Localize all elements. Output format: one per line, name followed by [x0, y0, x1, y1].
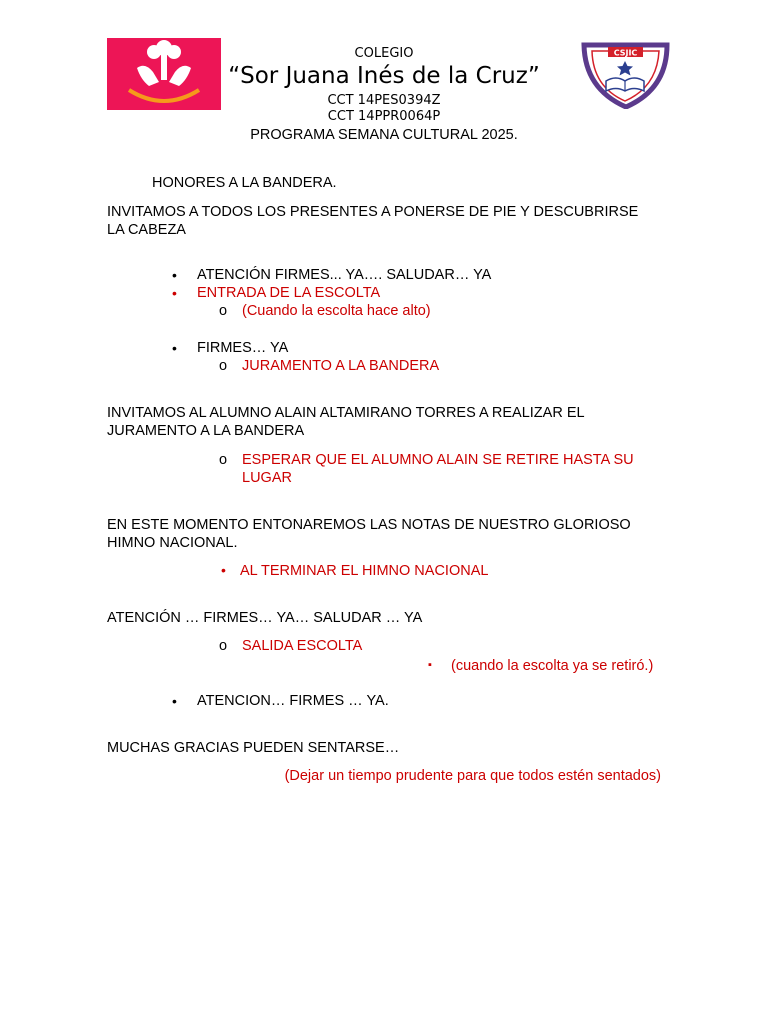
list-subitem: JURAMENTO A LA BANDERA — [242, 358, 440, 374]
list-item: ENTRADA DE LA ESCOLTA — [197, 285, 381, 301]
dejar-tiempo-note: (Dejar un tiempo prudente para que todos estén sentados) — [284, 768, 661, 784]
bullet-disc-icon: • — [172, 693, 177, 709]
himno-line-1: EN ESTE MOMENTO ENTONAREMOS LAS NOTAS DE NUESTRO GLORIOSO — [107, 517, 631, 533]
juramento-line-2: JURAMENTO A LA BANDERA — [107, 423, 305, 439]
program-title: PROGRAMA SEMANA CULTURAL 2025. — [250, 127, 518, 143]
cct-code-1: CCT 14PES0394Z — [327, 93, 441, 108]
honores-heading: HONORES A LA BANDERA. — [152, 175, 337, 191]
atencion-saludar-line: ATENCIÓN … FIRMES… YA… SALUDAR … YA — [107, 610, 423, 626]
school-seal — [578, 39, 673, 109]
bullet-circle-icon: o — [219, 452, 228, 468]
salida-escolta-note: (cuando la escolta ya se retiró.) — [451, 658, 654, 674]
bullet-circle-icon: o — [219, 638, 228, 654]
bullet-disc-icon: • — [172, 267, 177, 283]
colegio-label: COLEGIO — [354, 46, 414, 61]
invitamos-line-2: LA CABEZA — [107, 222, 186, 238]
juramento-line-1: INVITAMOS AL ALUMNO ALAIN ALTAMIRANO TORRES A REALIZAR EL — [107, 405, 585, 421]
gracias-line: MUCHAS GRACIAS PUEDEN SENTARSE… — [107, 740, 400, 756]
bullet-disc-icon: • — [172, 285, 177, 301]
himno-line-2: HIMNO NACIONAL. — [107, 535, 238, 551]
cct-code-2: CCT 14PPR0064P — [327, 109, 441, 124]
svg-text:CSJIC: CSJIC — [613, 48, 638, 58]
school-name: “Sor Juana Inés de la Cruz” — [228, 63, 540, 89]
salida-escolta-item: SALIDA ESCOLTA — [242, 638, 363, 654]
esperar-line-2: LUGAR — [242, 470, 292, 486]
list-subitem: (Cuando la escolta hace alto) — [242, 303, 431, 319]
esperar-line-1: ESPERAR QUE EL ALUMNO ALAIN SE RETIRE HASTA SU — [242, 452, 634, 468]
bullet-square-icon: ▪ — [428, 659, 432, 671]
invitamos-line-1: INVITAMOS A TODOS LOS PRESENTES A PONERSE DE PIE Y DESCUBRIRSE — [107, 204, 639, 220]
bullet-circle-icon: o — [219, 303, 228, 319]
list-item: ATENCIÓN FIRMES... YA…. SALUDAR… YA — [197, 267, 492, 283]
list-item: FIRMES… YA — [197, 340, 289, 356]
list-item: ATENCION… FIRMES … YA. — [197, 693, 389, 709]
shield-seal-icon — [578, 39, 673, 109]
bullet-disc-icon: • — [221, 562, 226, 578]
al-terminar-item: AL TERMINAR EL HIMNO NACIONAL — [240, 563, 489, 579]
bullet-disc-icon: • — [172, 340, 177, 356]
bullet-circle-icon: o — [219, 358, 228, 374]
